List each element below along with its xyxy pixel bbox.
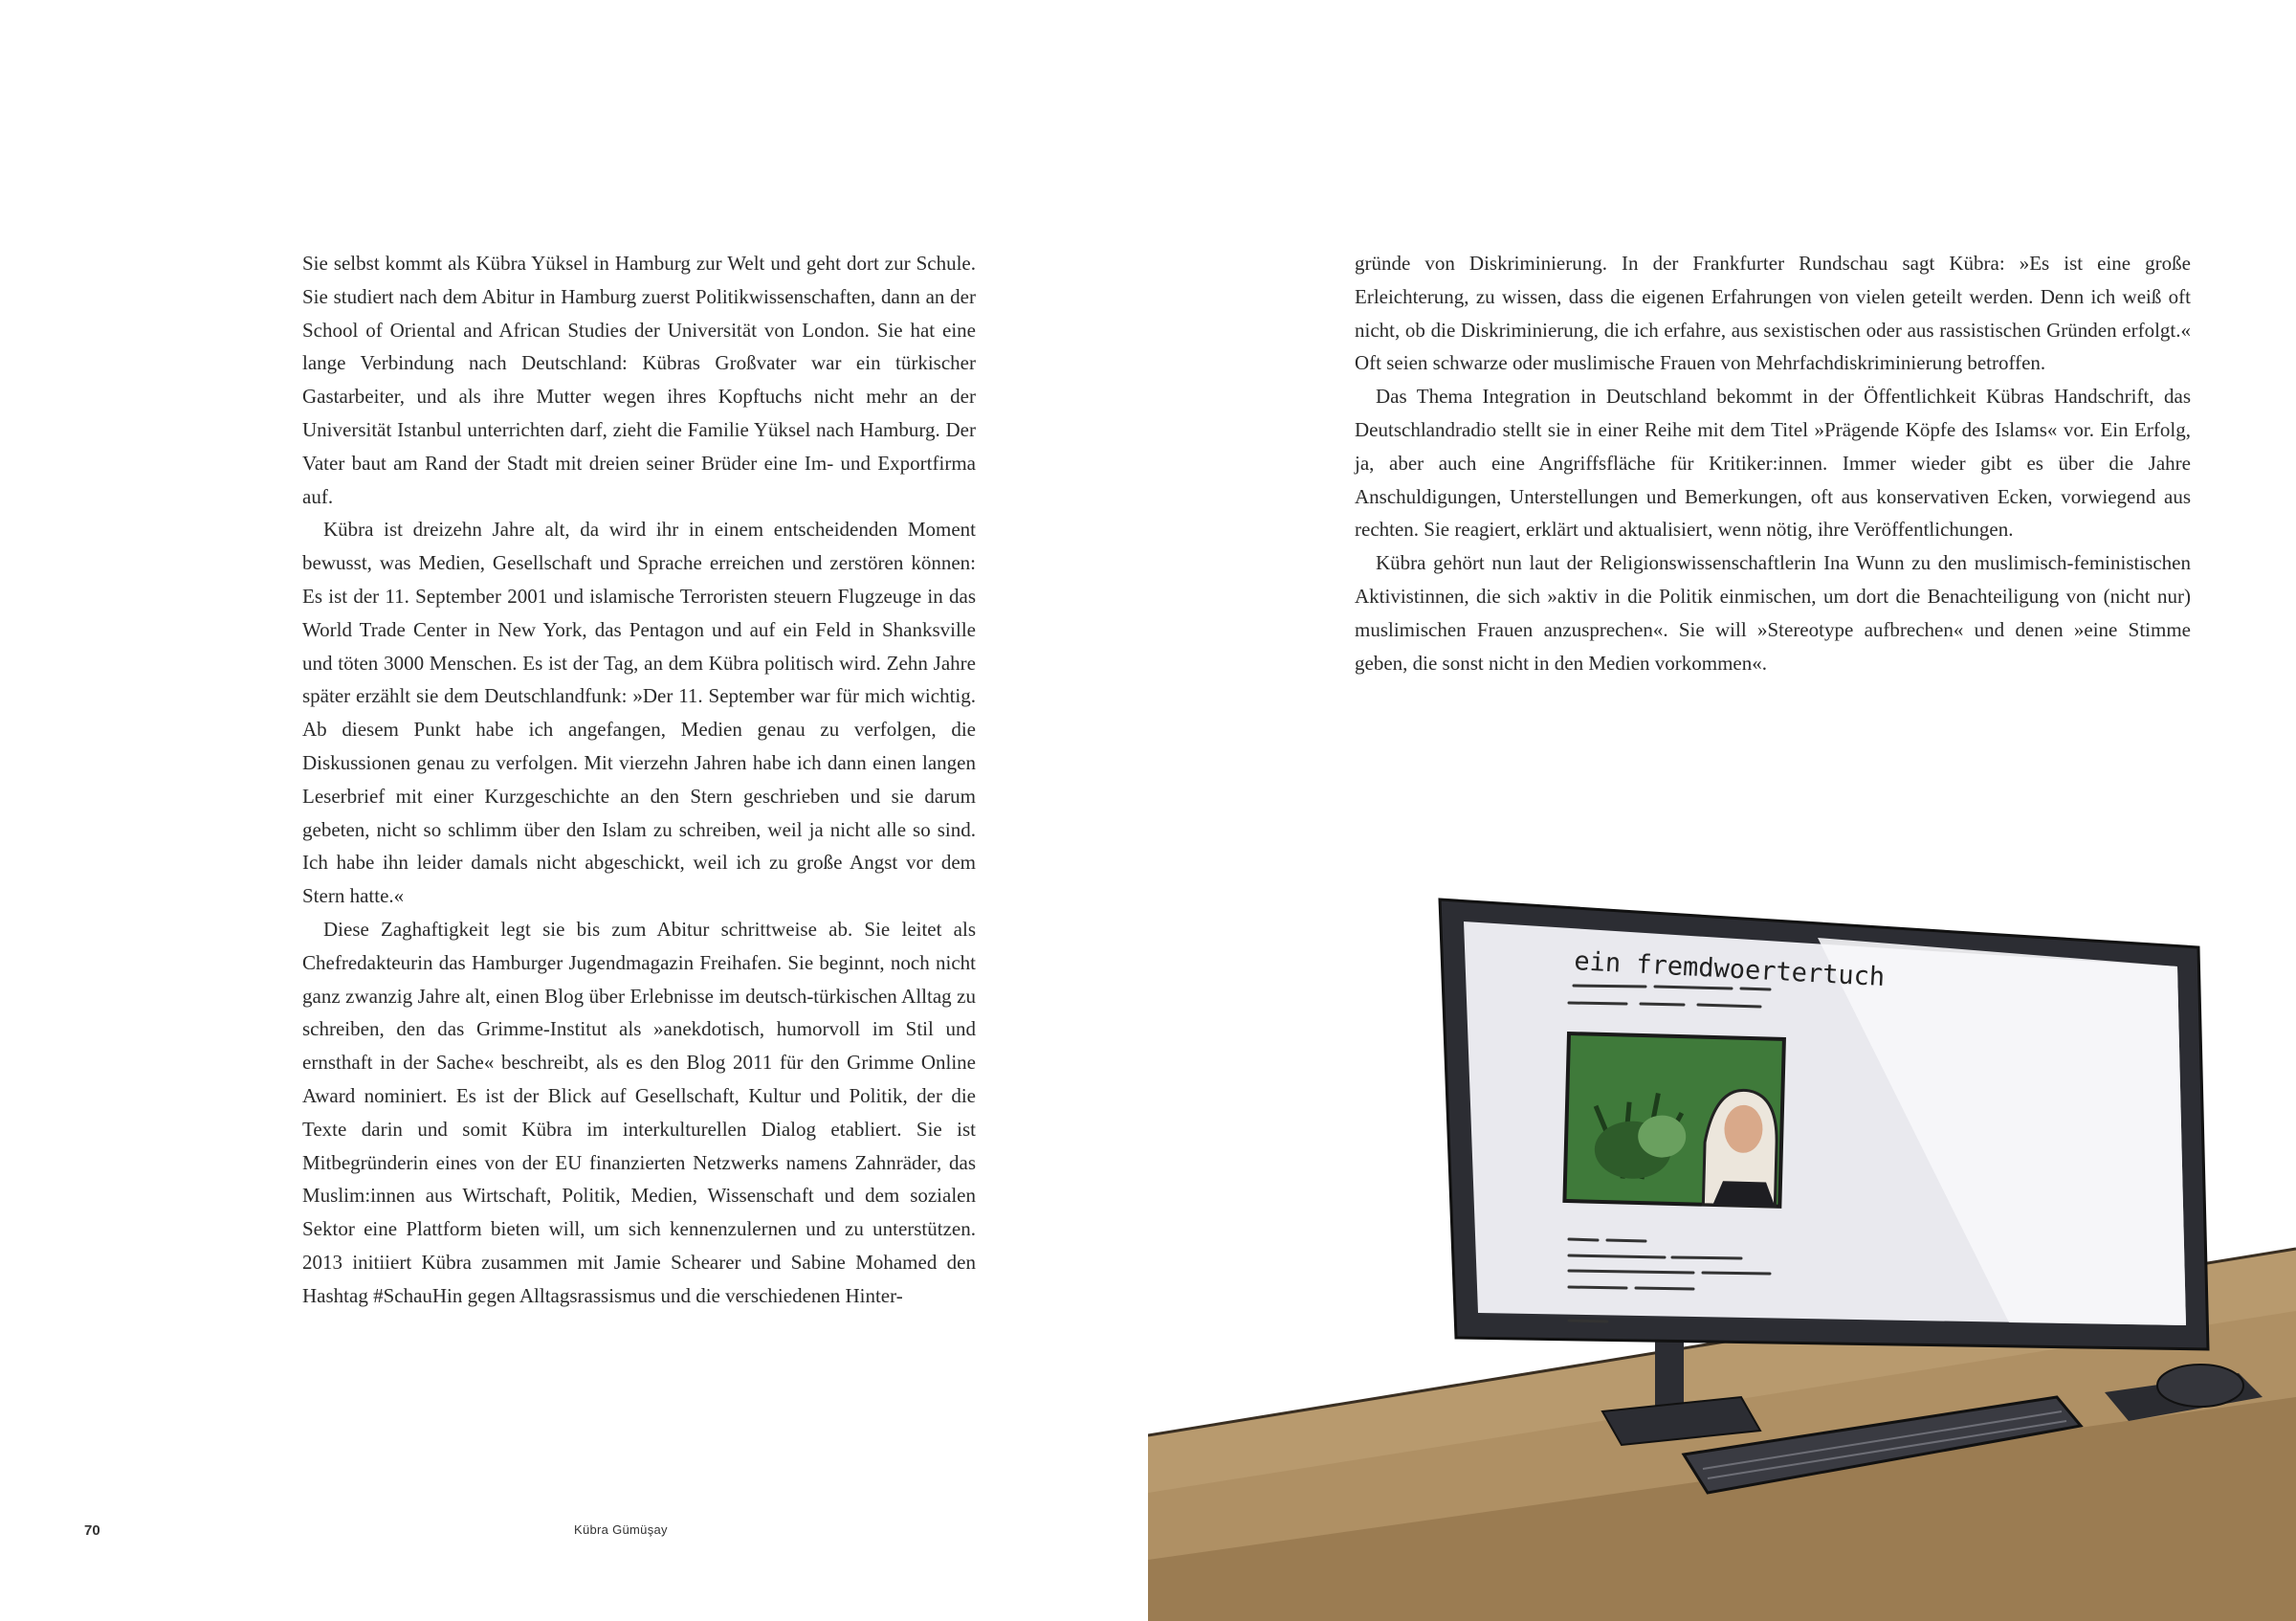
paragraph: gründe von Diskriminierung. In der Frankfurter Rundschau sagt Kübra: »Es ist eine große Erleichterung, zu wissen, dass die eigenen Erfahrungen von vielen geteilt werden. Denn ich weiß oft nicht, ob die Diskriminierung, die ich erfahre, aus sexistischen oder aus rassistischen Gründen erfolgt.« Oft seien schwarze oder muslimische Frauen von Mehrfachdiskriminierung betroffen. bbox=[1355, 252, 2191, 375]
paragraph: Diese Zaghaftigkeit legt sie bis zum Abitur schrittweise ab. Sie leitet als Chefredakteurin das Hamburger Jugendmagazin Freihafen. Sie beginnt, noch nicht ganz zwanzig Jahre alt, einen Blog über Erlebnisse im deutsch-türkischen Alltag zu schreiben, den das Grimme-Institut als »anekdotisch, humorvoll im Stil und ernsthaft in der Sache« beschreibt, als es den Blog 2011 für den Grimme Online Award nominiert. Es ist der Blick auf Gesellschaft, Kultur und Politik, der die Texte darin und somit Kübra im interkulturellen Dialog etabliert. Sie ist Mitbegründerin eines von der EU finanzierten Netzwerks namens Zahnräder, das Muslim:innen aus Wirtschaft, Politik, Medien, Wissenschaft und dem sozialen Sektor eine Plattform bieten will, um sich kennenzulernen und zu unterstützen. 2013 initiiert Kübra zusammen mit Jamie Schearer und Sabine Mohamed den Hashtag #SchauHin gegen Alltagsrassismus und die verschiedenen Hinter- bbox=[302, 917, 976, 1307]
left-page-body-text bbox=[302, 247, 976, 1313]
running-head: Kübra Gümüşay bbox=[574, 1522, 668, 1537]
page-number: 70 bbox=[84, 1522, 100, 1539]
paragraph: Kübra ist dreizehn Jahre alt, da wird ihr in einem entscheidenden Moment bewusst, was Medien, Gesellschaft und Sprache erreichen und zerstören können: Es ist der 11. September 2001 und islamische Terroristen steuern Flugzeuge in das World Trade Center in New York, das Pentagon und auf ein Feld in Shanksville und töten 3000 Menschen. Es ist der Tag, an dem Kübra politisch wird. Zehn Jahre später erzählt sie dem Deutschlandfunk: »Der 11. September war für mich wichtig. Ab diesem Punkt habe ich angefangen, Medien genau zu verfolgen, die Diskussionen genau zu verfolgen. Mit vierzehn Jahren habe ich dann einen langen Leserbrief mit einer Kurzgeschichte an den Stern geschrieben und sie darum gebeten, nicht so schlimm über den Islam zu schreiben, weil ja nicht alle so sind. Ich habe ihn leider damals nicht abgeschickt, weil ich zu große Angst vor dem Stern hatte.« bbox=[302, 518, 976, 908]
mouse bbox=[2157, 1365, 2243, 1407]
right-page-body-text bbox=[1355, 247, 2191, 679]
paragraph: Kübra gehört nun laut der Religionswissenschaftlerin Ina Wunn zu den muslimisch-feministischen Aktivistinnen, die sich »aktiv in die Politik einmischen, um dort die Benachteiligung von (nicht nur) muslimischen Frauen anzusprechen«. Sie will »Stereotype aufbrechen« und denen »eine Stimme geben, die sonst nicht in den Medien vorkommen«. bbox=[1355, 551, 2191, 675]
monitor-illustration bbox=[1148, 861, 2296, 1621]
screen-heading: ein fremdwoertertuch bbox=[1573, 946, 1886, 993]
paragraph: Das Thema Integration in Deutschland bekommt in der Öffentlichkeit Kübras Handschrift, das Deutschlandradio stellt sie in einer Reihe mit dem Titel »Prägende Köpfe des Islams« vor. Ein Erfolg, ja, aber auch eine Angriffsfläche für Kritiker:innen. Immer wieder gibt es über die Jahre Anschuldigungen, Unterstellungen und Bemerkungen, oft aus konservativen Ecken, vorwiegend aus rechten. Sie reagiert, erklärt und aktualisiert, wenn nötig, ihre Veröffentlichungen. bbox=[1355, 385, 2191, 542]
right-page bbox=[1148, 0, 2296, 1621]
paragraph: Sie selbst kommt als Kübra Yüksel in Hamburg zur Welt und geht dort zur Schule. Sie studiert nach dem Abitur in Hamburg zuerst Politikwissenschaften, dann an der School of Oriental and African Studies der Universität von London. Sie hat eine lange Verbindung nach Deutschland: Kübras Großvater war ein türkischer Gastarbeiter, und als ihre Mutter wegen ihres Kopftuchs nicht mehr an der Universität Istanbul unterrichten darf, zieht die Familie Yüksel nach Hamburg. Der Vater baut am Rand der Stadt mit dreien seiner Brüder eine Im- und Exportfirma auf. bbox=[302, 252, 976, 508]
